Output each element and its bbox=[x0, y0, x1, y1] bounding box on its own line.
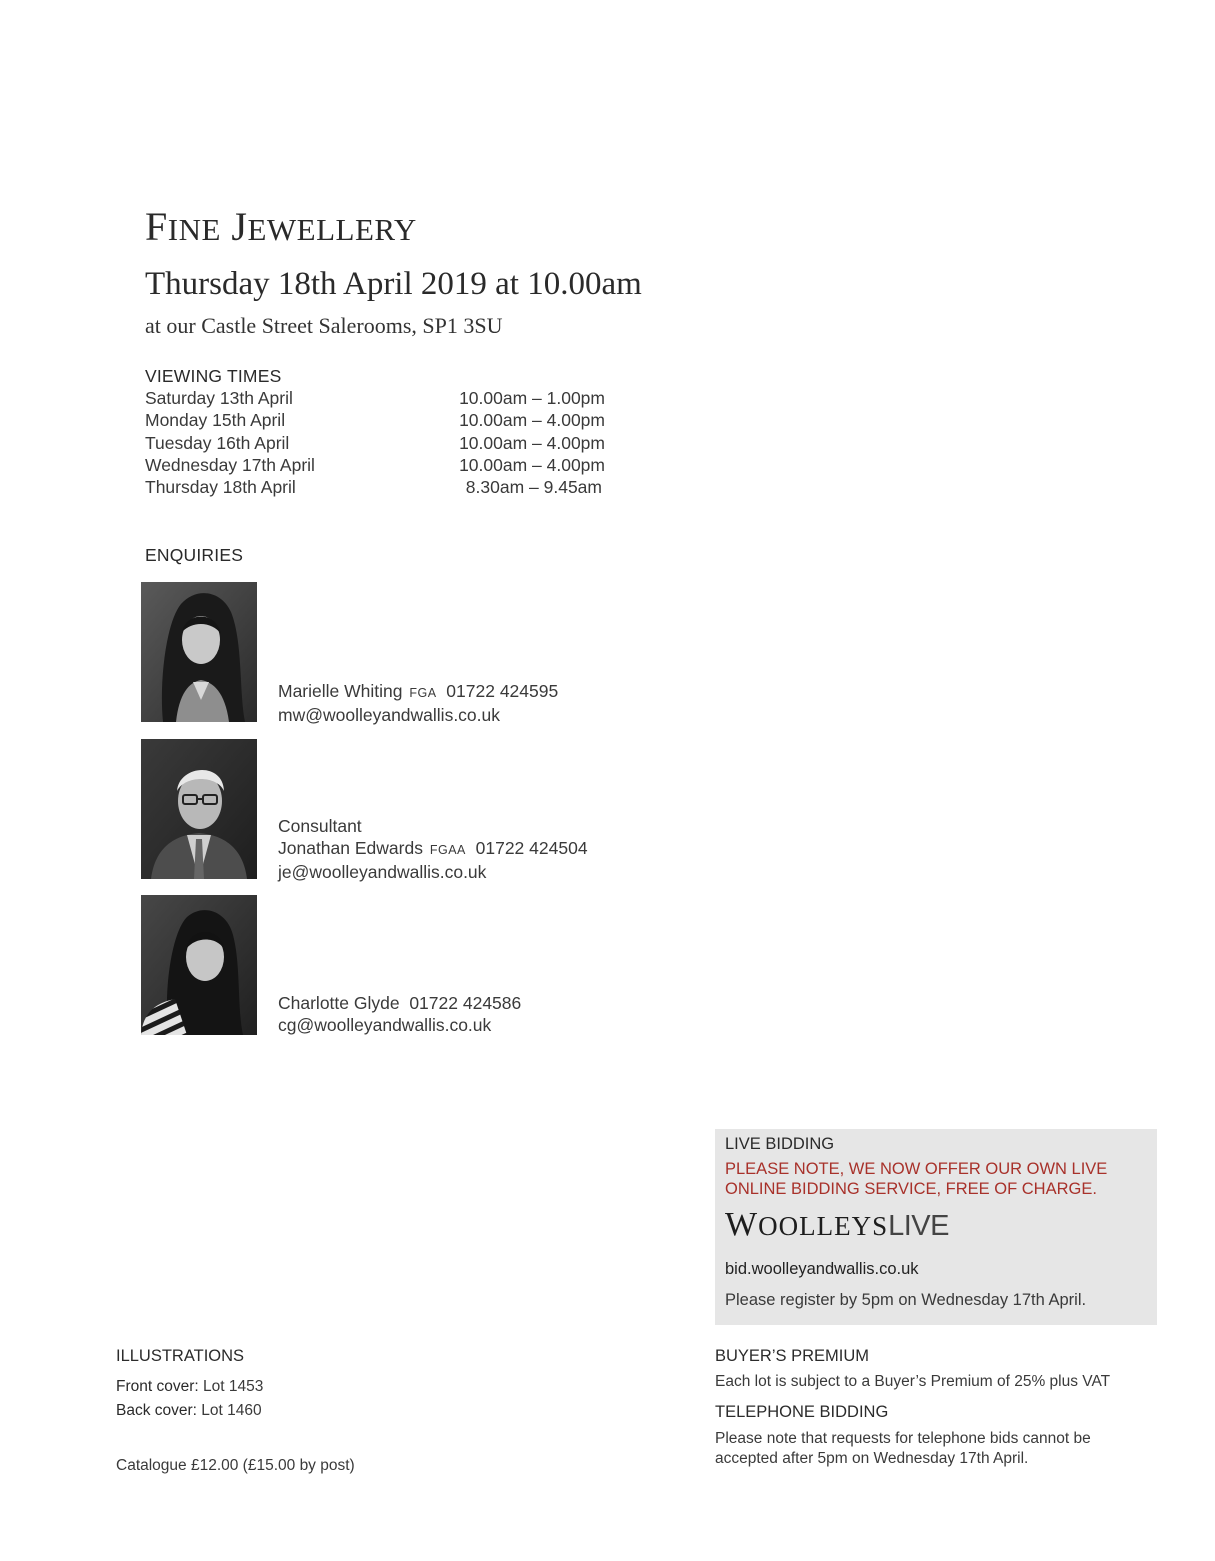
catalogue-price: Catalogue £12.00 (£15.00 by post) bbox=[116, 1457, 355, 1474]
viewing-row bbox=[145, 455, 605, 477]
viewing-day: Wednesday 17th April bbox=[145, 454, 315, 475]
viewing-row bbox=[145, 477, 605, 499]
viewing-time: 10.00am – 4.00pm bbox=[459, 432, 605, 453]
viewing-time: 10.00am – 4.00pm bbox=[459, 454, 605, 475]
live-bidding-box bbox=[715, 1129, 1157, 1325]
viewing-day: Thursday 18th April bbox=[145, 477, 296, 498]
telephone-bidding-text: Please note that requests for telephone bids cannot be accepted after 5pm on Wednesday 17th April. bbox=[715, 1430, 1091, 1467]
telephone-bidding-heading: TELEPHONE BIDDING bbox=[715, 1403, 889, 1421]
front-cover-line bbox=[116, 1378, 263, 1396]
contact-photo-charlotte-glyde bbox=[141, 895, 257, 1035]
contact-marielle-whiting bbox=[278, 680, 558, 726]
contact-email[interactable]: je@woolleyandwallis.co.uk bbox=[278, 862, 487, 882]
viewing-time: 10.00am – 4.00pm bbox=[459, 410, 605, 431]
woolleys-live-logo: WOOLLEYSLIVE bbox=[725, 1206, 949, 1243]
live-bidding-note: PLEASE NOTE, WE NOW OFFER OUR OWN LIVE ONLINE BIDDING SERVICE, FREE OF CHARGE. bbox=[725, 1160, 1108, 1198]
viewing-day: Tuesday 16th April bbox=[145, 432, 290, 453]
contact-photo-marielle-whiting bbox=[141, 582, 257, 722]
contact-photo-jonathan-edwards bbox=[141, 739, 257, 879]
contact-role: Consultant bbox=[278, 816, 362, 836]
enquiries-heading: ENQUIRIES bbox=[145, 545, 244, 565]
contact-name: Marielle Whiting bbox=[278, 681, 403, 701]
viewing-day: Monday 15th April bbox=[145, 410, 286, 431]
contact-email[interactable]: mw@woolleyandwallis.co.uk bbox=[278, 705, 501, 725]
buyers-premium-heading: BUYER’S PREMIUM bbox=[715, 1347, 870, 1365]
portrait-image bbox=[141, 739, 257, 879]
back-cover-line bbox=[116, 1402, 262, 1420]
contact-phone: 01722 424504 bbox=[475, 838, 588, 858]
contact-name: Jonathan Edwards bbox=[278, 838, 423, 858]
viewing-day: Saturday 13th April bbox=[145, 388, 293, 408]
back-cover-value: Lot 1460 bbox=[201, 1402, 262, 1419]
live-bidding-register-note: Please register by 5pm on Wednesday 17th April. bbox=[725, 1291, 1087, 1309]
sale-date-time: Thursday 18th April 2019 at 10.00am bbox=[145, 266, 642, 302]
contact-phone: 01722 424595 bbox=[446, 681, 559, 701]
viewing-time: 10.00am – 1.00pm bbox=[459, 388, 605, 408]
buyers-premium-text: Each lot is subject to a Buyer’s Premium of 25% plus VAT bbox=[715, 1373, 1111, 1390]
viewing-row bbox=[145, 433, 605, 455]
front-cover-label: Front cover: bbox=[116, 1378, 199, 1395]
portrait-image bbox=[141, 895, 257, 1035]
live-bidding-heading: LIVE BIDDING bbox=[725, 1135, 835, 1153]
page-title: FINE JEWELLERY bbox=[145, 204, 417, 249]
contact-name: Charlotte Glyde bbox=[278, 993, 400, 1013]
viewing-time: 8.30am – 9.45am bbox=[465, 477, 602, 498]
contact-phone: 01722 424586 bbox=[409, 993, 522, 1013]
viewing-row bbox=[145, 410, 605, 432]
viewing-times-table bbox=[145, 388, 605, 499]
back-cover-label: Back cover: bbox=[116, 1402, 197, 1419]
contact-postnominal: FGAA bbox=[429, 843, 466, 857]
contact-jonathan-edwards bbox=[278, 815, 588, 883]
contact-postnominal: FGA bbox=[409, 686, 437, 700]
portrait-image bbox=[141, 582, 257, 722]
contact-email[interactable]: cg@woolleyandwallis.co.uk bbox=[278, 1015, 492, 1035]
illustrations-heading: ILLUSTRATIONS bbox=[116, 1347, 245, 1365]
sale-venue: at our Castle Street Salerooms, SP1 3SU bbox=[145, 313, 503, 338]
contact-charlotte-glyde bbox=[278, 992, 521, 1036]
viewing-times-heading: VIEWING TIMES bbox=[145, 366, 282, 386]
viewing-row bbox=[145, 388, 605, 410]
live-bidding-url[interactable]: bid.woolleyandwallis.co.uk bbox=[725, 1260, 919, 1278]
front-cover-value: Lot 1453 bbox=[203, 1378, 264, 1395]
